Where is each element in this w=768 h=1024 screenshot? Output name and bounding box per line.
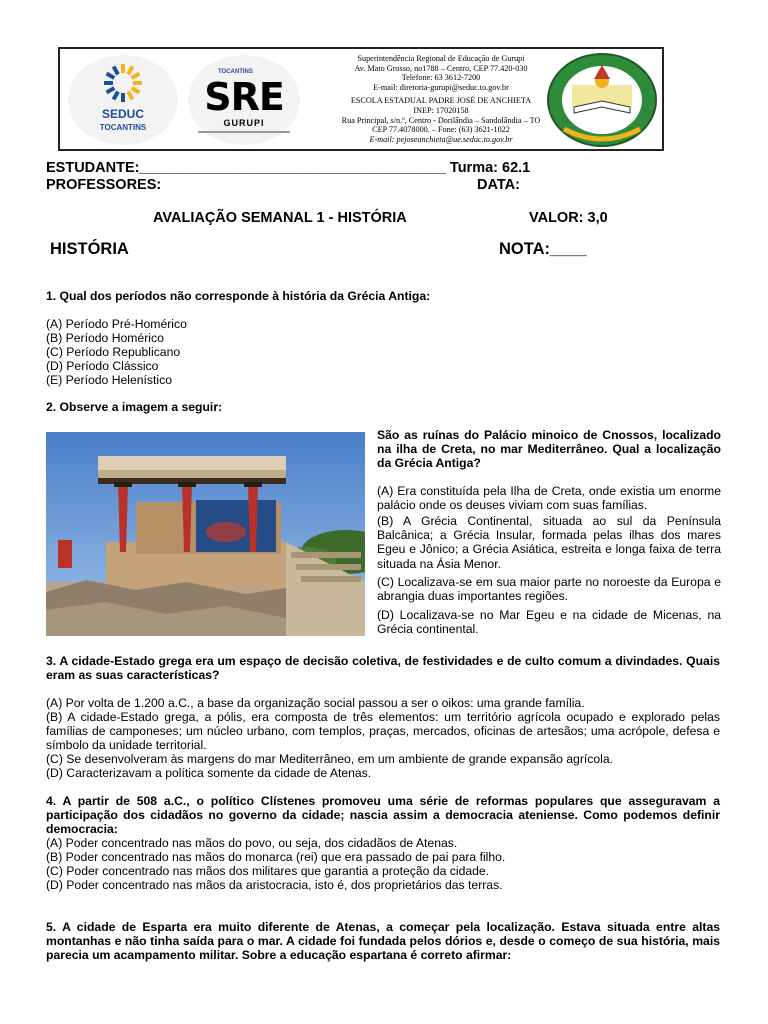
info-line: Superintendência Regional de Educação de Gurupi — [357, 54, 525, 63]
question-3-option: (A) Por volta de 1.200 a.C., a base da organização social passou a ser o oikos: uma grande família. — [46, 696, 585, 710]
school-email: E-mail: pejoseanchieta@ue.seduc.to.gov.br — [369, 134, 513, 144]
question-3-option: (D) Caracterizavam a política somente da cidade de Atenas. — [46, 766, 372, 780]
question-4-option: (D) Poder concentrado nas mãos da aristocracia, isto é, dos proprietários das terras. — [46, 878, 503, 892]
sre-underline — [198, 131, 290, 133]
teachers-label: PROFESSORES: — [46, 177, 162, 193]
header-info — [316, 54, 566, 144]
question-4-title: 4. A partir de 508 a.C., o político Clístenes promoveu uma série de reformas populares que asseguravam a participação dos cidadãos no governo da cidade; nascia assim a democracia ateniense. Como podemos definir democracia: — [46, 794, 720, 836]
school-line: Rua Principal, s/n.º, Centro - Dorilândia – Sandolândia – TO — [341, 115, 541, 125]
tocantins-logo-text: TOCANTINS — [99, 123, 147, 132]
seduc-logo-text: SEDUC — [101, 107, 144, 121]
subject-title: HISTÓRIA — [50, 240, 129, 258]
info-line: E-mail: diretoria-gurupi@seduc.to.gov.br — [373, 82, 509, 92]
student-line: ESTUDANTE:______________________________________ Turma: 62.1 — [46, 160, 531, 176]
knossos-palace-photo — [46, 432, 365, 636]
question-4-option: (C) Poder concentrado nas mãos dos militares que garantia a proteção da cidade. — [46, 864, 490, 878]
school-crest-icon — [544, 51, 660, 149]
question-2-option: (A) Era constituída pela Ilha de Creta, onde existia um enorme palácio onde os deuses viviam com suas famílias. — [377, 484, 721, 513]
sre-city-text: GURUPI — [223, 118, 265, 128]
school-line: CEP 77.4078000. – Fone: (63) 3621-1022 — [372, 125, 510, 135]
question-1-option: (D) Período Clássico — [46, 359, 159, 373]
sun-icon — [103, 63, 143, 103]
school-line: INEP: 17020158 — [413, 105, 469, 115]
question-3-title: 3. A cidade-Estado grega era um espaço de decisão coletiva, de festividades e de culto comum a divindades. Quais eram as suas características? — [46, 654, 720, 682]
school-line: ESCOLA ESTADUAL PADRE JOSÉ DE ANCHIETA — [350, 96, 532, 106]
question-2-option: (C) Localizava-se em sua maior parte no noroeste da Europa e abrangia duas importantes regiões. — [377, 575, 721, 604]
question-1-option: (C) Período Republicano — [46, 345, 181, 359]
question-3-option: (C) Se desenvolveram às margens do mar Mediterrâneo, em um ambiente de grande expansão agrícola. — [46, 752, 614, 766]
question-4-option: (B) Poder concentrado nas mãos do monarca (rei) que era passado de pai para filho. — [46, 850, 506, 864]
question-2-statement: São as ruínas do Palácio minoico de Cnossos, localizado na ilha de Creta, no mar Mediterrâneo. Qual a localização da Grécia Antiga? — [377, 428, 721, 471]
question-1-option: (B) Período Homérico — [46, 331, 164, 345]
question-2-option: (B) A Grécia Continental, situada ao sul da Península Balcânica; a Grécia Insular, formada pelas ilhas dos mares Egeu e Jônico; a Grécia Asiática, estreita e longa faixa de terra situada na Ásia Menor. — [377, 514, 721, 571]
sre-logo — [188, 55, 300, 145]
question-2-option: (D) Localizava-se no Mar Egeu e na cidade de Micenas, na Grécia continental. — [377, 608, 721, 637]
seduc-logo — [68, 55, 178, 145]
question-4-option: (A) Poder concentrado nas mãos do povo, ou seja, dos cidadãos de Atenas. — [46, 836, 458, 850]
question-1-title: 1. Qual dos períodos não corresponde à história da Grécia Antiga: — [46, 289, 431, 303]
question-2-title: 2. Observe a imagem a seguir: — [46, 400, 223, 414]
sre-tocantins-text: TOCANTINS — [218, 69, 253, 75]
info-line: Av. Mato Grosso, no1788 – Centro, CEP 77.420-030 — [354, 63, 528, 73]
question-5-title: 5. A cidade de Esparta era muito diferente de Atenas, a começar pela localização. Estava situada entre altas montanhas e não tinha saída para o mar. A cidade foi fundada pelos dórios e, desde o começo de sua história, mais parecia um acampamento militar. Sobre a educação espartana é correto afirmar: — [46, 920, 720, 962]
value-label: VALOR: 3,0 — [529, 210, 608, 226]
sre-logo-text: SRE — [204, 75, 284, 119]
exam-title: AVALIAÇÃO SEMANAL 1 - HISTÓRIA — [153, 210, 407, 226]
grade-label: NOTA:____ — [499, 240, 587, 258]
header-box — [58, 47, 664, 151]
date-label: DATA: — [477, 177, 520, 193]
question-3-option: (B) A cidade-Estado grega, a pólis, era composta de três elementos: um território agrícola ocupado e explorado pelas famílias de camponeses; um núcleo urbano, com templos, praças, mercados, oficinas de artesãos; uma acrópole, defesa e símbolo da unidade territorial. — [46, 710, 720, 752]
info-line: Telefone: 63 3612-7200 — [401, 73, 481, 83]
question-1-option: (A) Período Pré-Homérico — [46, 317, 187, 331]
question-1-option: (E) Período Helenístico — [46, 373, 172, 387]
